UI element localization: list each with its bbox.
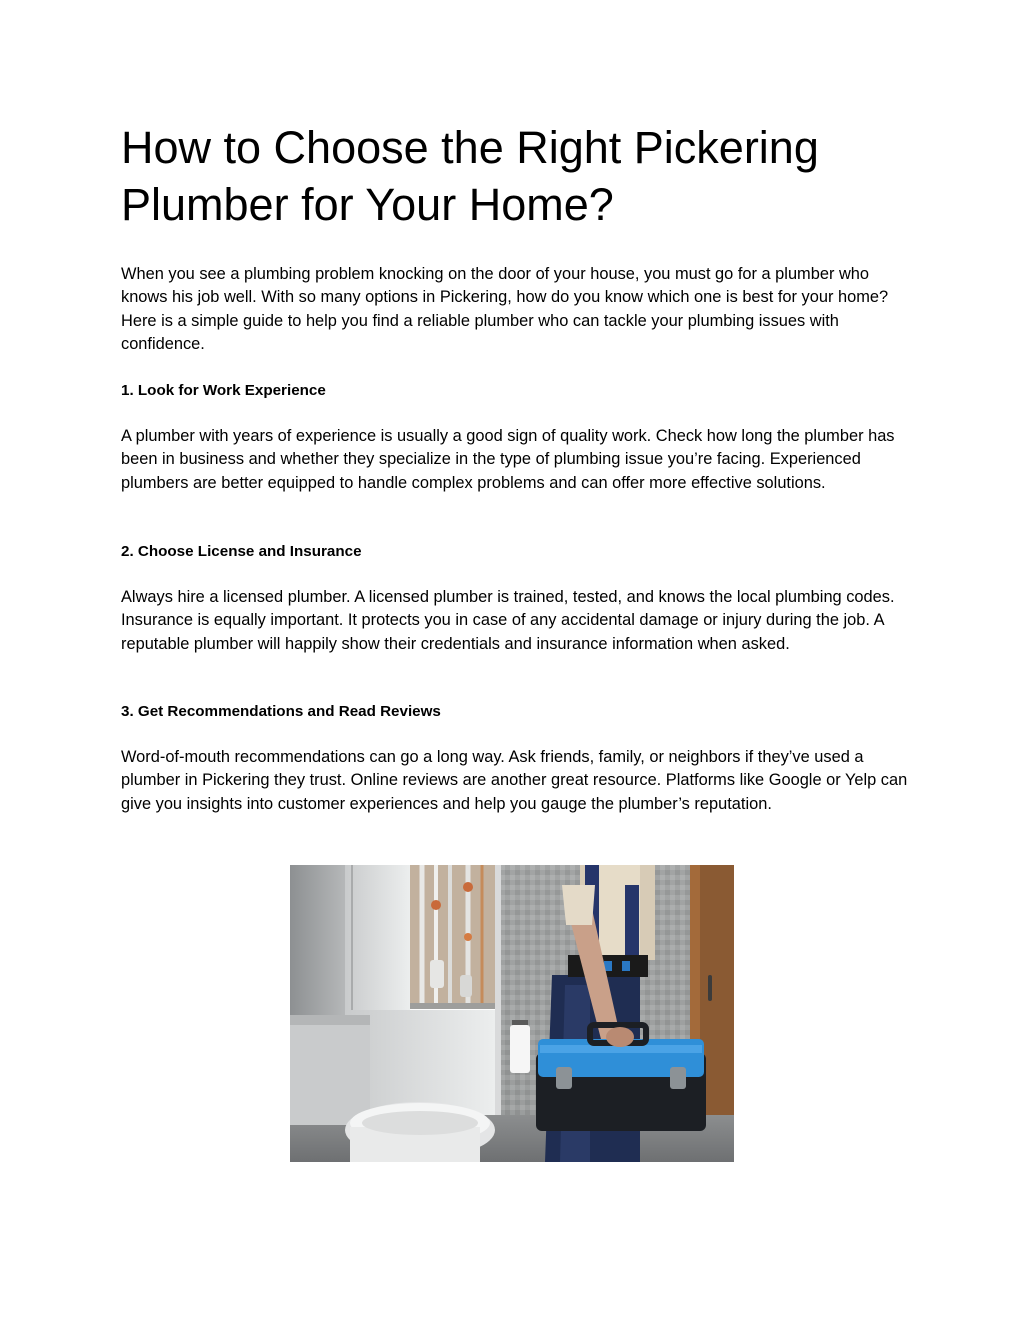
section-heading-license: 2. Choose License and Insurance <box>121 543 362 560</box>
section-heading-experience: 1. Look for Work Experience <box>121 382 326 399</box>
section-body-recommendations: Word-of-mouth recommendations can go a long way. Ask friends, family, or neighbors if they’ve used a plumber in Pickering they trust. Online reviews are another great resource. Platforms like Google or Yelp can give you insights into customer experiences and help you gauge the plumber’s reputation. <box>121 748 908 813</box>
section-heading-recommendations: 3. Get Recommendations and Read Reviews <box>121 703 441 720</box>
intro-paragraph: When you see a plumbing problem knocking on the door of your house, you must go for a plumber who knows his job well. With so many options in Pickering, how do you know which one is best for your home? Here is a simple guide to help you find a reliable plumber who can tackle your plumbing issues with confidence. <box>121 265 889 353</box>
section-body-experience: A plumber with years of experience is usually a good sign of quality work. Check how long the plumber has been in business and whether they specialize in the type of plumbing issue you’re facing. Experienced plumbers are better equipped to handle complex problems and can offer more effective solutions. <box>121 427 895 492</box>
page-title: How to Choose the Right Pickering Plumber for Your Home? <box>121 122 819 230</box>
section-body-license: Always hire a licensed plumber. A licensed plumber is trained, tested, and knows the local plumbing codes. Insurance is equally important. It protects you in case of any accidental damage or injury during the job. A reputable plumber will happily show their credentials and insurance information when asked. <box>121 588 895 653</box>
plumber-bathroom-photo <box>290 865 734 1162</box>
